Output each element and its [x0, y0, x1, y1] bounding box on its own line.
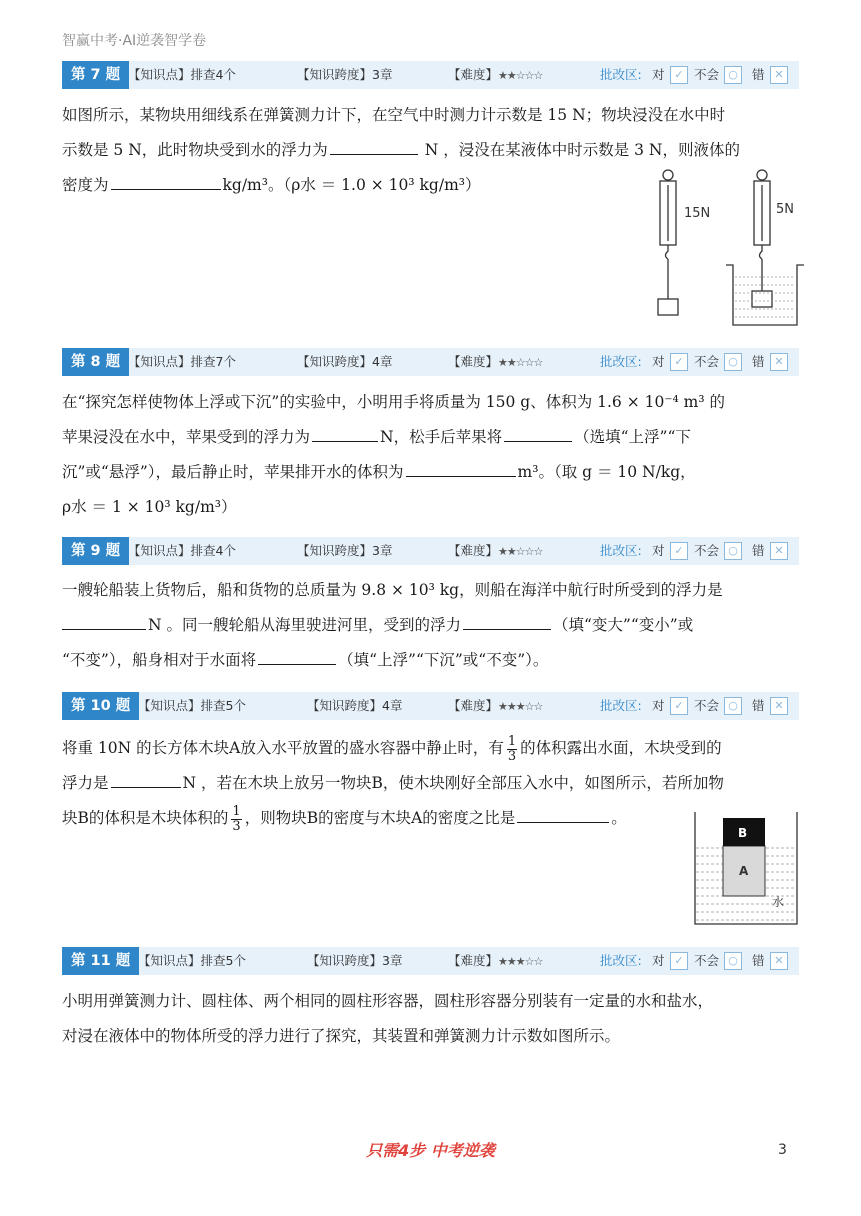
difficulty-label: 【难度】 [448, 543, 499, 558]
question-bar-7 [62, 61, 799, 89]
block-b-label: B [738, 826, 748, 840]
difficulty-label: 【难度】 [448, 67, 499, 82]
answer-blank[interactable] [111, 173, 221, 190]
grading-unknown-label: 不会 [694, 67, 720, 82]
unknown-checkbox[interactable]: ○ [724, 353, 742, 371]
page-number: 3 [778, 1142, 787, 1158]
knowledge-points: 【知识点】排查4个 [128, 67, 236, 82]
grading-unknown-label: 不会 [694, 354, 720, 369]
grading-wrong-label: 错 [752, 698, 765, 713]
grading-right-label: 对 [652, 543, 665, 558]
question-11-text: 小明用弹簧测力计、圆柱体、两个相同的圆柱形容器，圆柱形容器分别装有一定量的水和盐水， 对浸在液体中的物体所受的浮力进行了探究，其装置和弹簧测力计示数如图所示。 [62, 992, 714, 1045]
knowledge-span: 【知识跨度】3章 [297, 67, 393, 82]
question-9-text: 一艘轮船装上货物后，船和货物的总质量为 9.8 × 10³ kg，则船在海洋中航行时所受到的浮力是 N 。同一艘轮船从海里驶进河里，受到的浮力 （填“变大”“变小”或 “不变”），船身相对于水面将 （填“上浮”“下沉”或“不变”）。 [62, 581, 723, 669]
grading-right-label: 对 [652, 953, 665, 968]
answer-blank[interactable] [504, 425, 572, 442]
grading-unknown-label: 不会 [694, 698, 720, 713]
grading-area [590, 692, 799, 720]
grading-area [590, 348, 799, 376]
knowledge-points: 【知识点】排查5个 [138, 698, 246, 713]
knowledge-span: 【知识跨度】4章 [307, 698, 403, 713]
water-label: 水 [772, 895, 785, 909]
question-bar-10 [62, 692, 799, 720]
unknown-checkbox[interactable]: ○ [724, 66, 742, 84]
grading-wrong-label: 错 [752, 543, 765, 558]
block-container-figure [692, 812, 802, 928]
question-number: 第 7 题 [62, 61, 129, 89]
footer-slogan: 只需4步 中考逆袭 [366, 1141, 495, 1160]
right-checkbox[interactable]: ✓ [670, 697, 688, 715]
unknown-checkbox[interactable]: ○ [724, 952, 742, 970]
answer-blank[interactable] [312, 425, 378, 442]
right-checkbox[interactable]: ✓ [670, 542, 688, 560]
answer-blank[interactable] [258, 648, 336, 665]
fraction: $\frac{1}{3}$ [232, 803, 241, 834]
right-checkbox[interactable]: ✓ [670, 353, 688, 371]
unknown-checkbox[interactable]: ○ [724, 542, 742, 560]
fraction: $\frac{1}{3}$ [507, 733, 517, 764]
question-7-text: 如图所示，某物块用细线系在弹簧测力计下，在空气中时测力计示数是 15 N；物块浸没在水中时 示数是 5 N，此时物块受到水的浮力为 N ，浸没在某液体中时示数是 3 N，则液体的 密度为 kg/m³。（ρ水 ＝ 1.0 × 10³ kg/m³） [62, 106, 740, 194]
difficulty-label: 【难度】 [448, 698, 499, 713]
knowledge-span: 【知识跨度】3章 [297, 543, 393, 558]
question-number: 第 8 题 [62, 348, 129, 376]
difficulty-stars: ★★★☆☆ [498, 955, 543, 968]
page-header: 智赢中考·AI逆袭智学卷 [62, 33, 207, 49]
question-bar-9 [62, 537, 799, 565]
answer-blank[interactable] [463, 613, 551, 630]
figure-label: 5N [776, 202, 794, 217]
grading-area [590, 947, 799, 975]
knowledge-span: 【知识跨度】3章 [307, 953, 403, 968]
answer-blank[interactable] [406, 460, 516, 477]
answer-blank[interactable] [330, 138, 418, 155]
right-checkbox[interactable]: ✓ [670, 952, 688, 970]
wrong-checkbox[interactable]: ✕ [770, 542, 788, 560]
question-bar-11 [62, 947, 799, 975]
grading-label: 批改区: [600, 354, 642, 369]
knowledge-span: 【知识跨度】4章 [297, 354, 393, 369]
question-number: 第 10 题 [62, 692, 139, 720]
difficulty-label: 【难度】 [448, 953, 499, 968]
answer-blank[interactable] [517, 806, 609, 823]
difficulty-stars: ★★★☆☆ [498, 700, 543, 713]
question-8-text: 在“探究怎样使物体上浮或下沉”的实验中，小明用手将质量为 150 g、体积为 1.6 × 10⁻⁴ m³ 的 苹果浸没在水中，苹果受到的浮力为 N，松手后苹果将 （选填“上浮”“下 沉”或“悬浮”），最后静止时，苹果排开水的体积为 m³。（取 g ＝ 10 N/kg， ρ水 ＝ 1 × 10³ kg/m³） [62, 393, 726, 516]
difficulty-stars: ★★☆☆☆ [498, 545, 543, 558]
grading-right-label: 对 [652, 698, 665, 713]
grading-area [590, 61, 799, 89]
knowledge-points: 【知识点】排查7个 [128, 354, 236, 369]
answer-blank[interactable] [62, 613, 146, 630]
grading-label: 批改区: [600, 698, 642, 713]
wrong-checkbox[interactable]: ✕ [770, 952, 788, 970]
grading-right-label: 对 [652, 354, 665, 369]
block-a-label: A [739, 864, 749, 878]
difficulty-label: 【难度】 [448, 354, 499, 369]
question-10-text: 将重 10N 的长方体木块A放入水平放置的盛水容器中静止时，有 $\frac{1}{3}$ 的体积露出水面，木块受到的 浮力是 N ，若在木块上放另一物块B，使木块刚好全部压入水中，如图所示，若所加物 块B的体积是木块体积的 $\frac{1}{3}$ ，则物块B的密度与木块A的密度之比是 。 [62, 733, 724, 834]
question-number: 第 9 题 [62, 537, 129, 565]
grading-unknown-label: 不会 [694, 953, 720, 968]
knowledge-points: 【知识点】排查5个 [138, 953, 246, 968]
grading-wrong-label: 错 [752, 354, 765, 369]
figure-label: 15N [684, 206, 711, 221]
grading-wrong-label: 错 [752, 67, 765, 82]
difficulty-stars: ★★☆☆☆ [498, 356, 543, 369]
wrong-checkbox[interactable]: ✕ [770, 353, 788, 371]
question-number: 第 11 题 [62, 947, 139, 975]
knowledge-points: 【知识点】排查4个 [128, 543, 236, 558]
wrong-checkbox[interactable]: ✕ [770, 66, 788, 84]
wrong-checkbox[interactable]: ✕ [770, 697, 788, 715]
grading-label: 批改区: [600, 67, 642, 82]
grading-wrong-label: 错 [752, 953, 765, 968]
answer-blank[interactable] [111, 771, 181, 788]
question-bar-8 [62, 348, 799, 376]
grading-right-label: 对 [652, 67, 665, 82]
right-checkbox[interactable]: ✓ [670, 66, 688, 84]
grading-area [590, 537, 799, 565]
spring-scale-figure [650, 165, 810, 330]
grading-label: 批改区: [600, 543, 642, 558]
grading-label: 批改区: [600, 953, 642, 968]
difficulty-stars: ★★☆☆☆ [498, 69, 543, 82]
unknown-checkbox[interactable]: ○ [724, 697, 742, 715]
grading-unknown-label: 不会 [694, 543, 720, 558]
